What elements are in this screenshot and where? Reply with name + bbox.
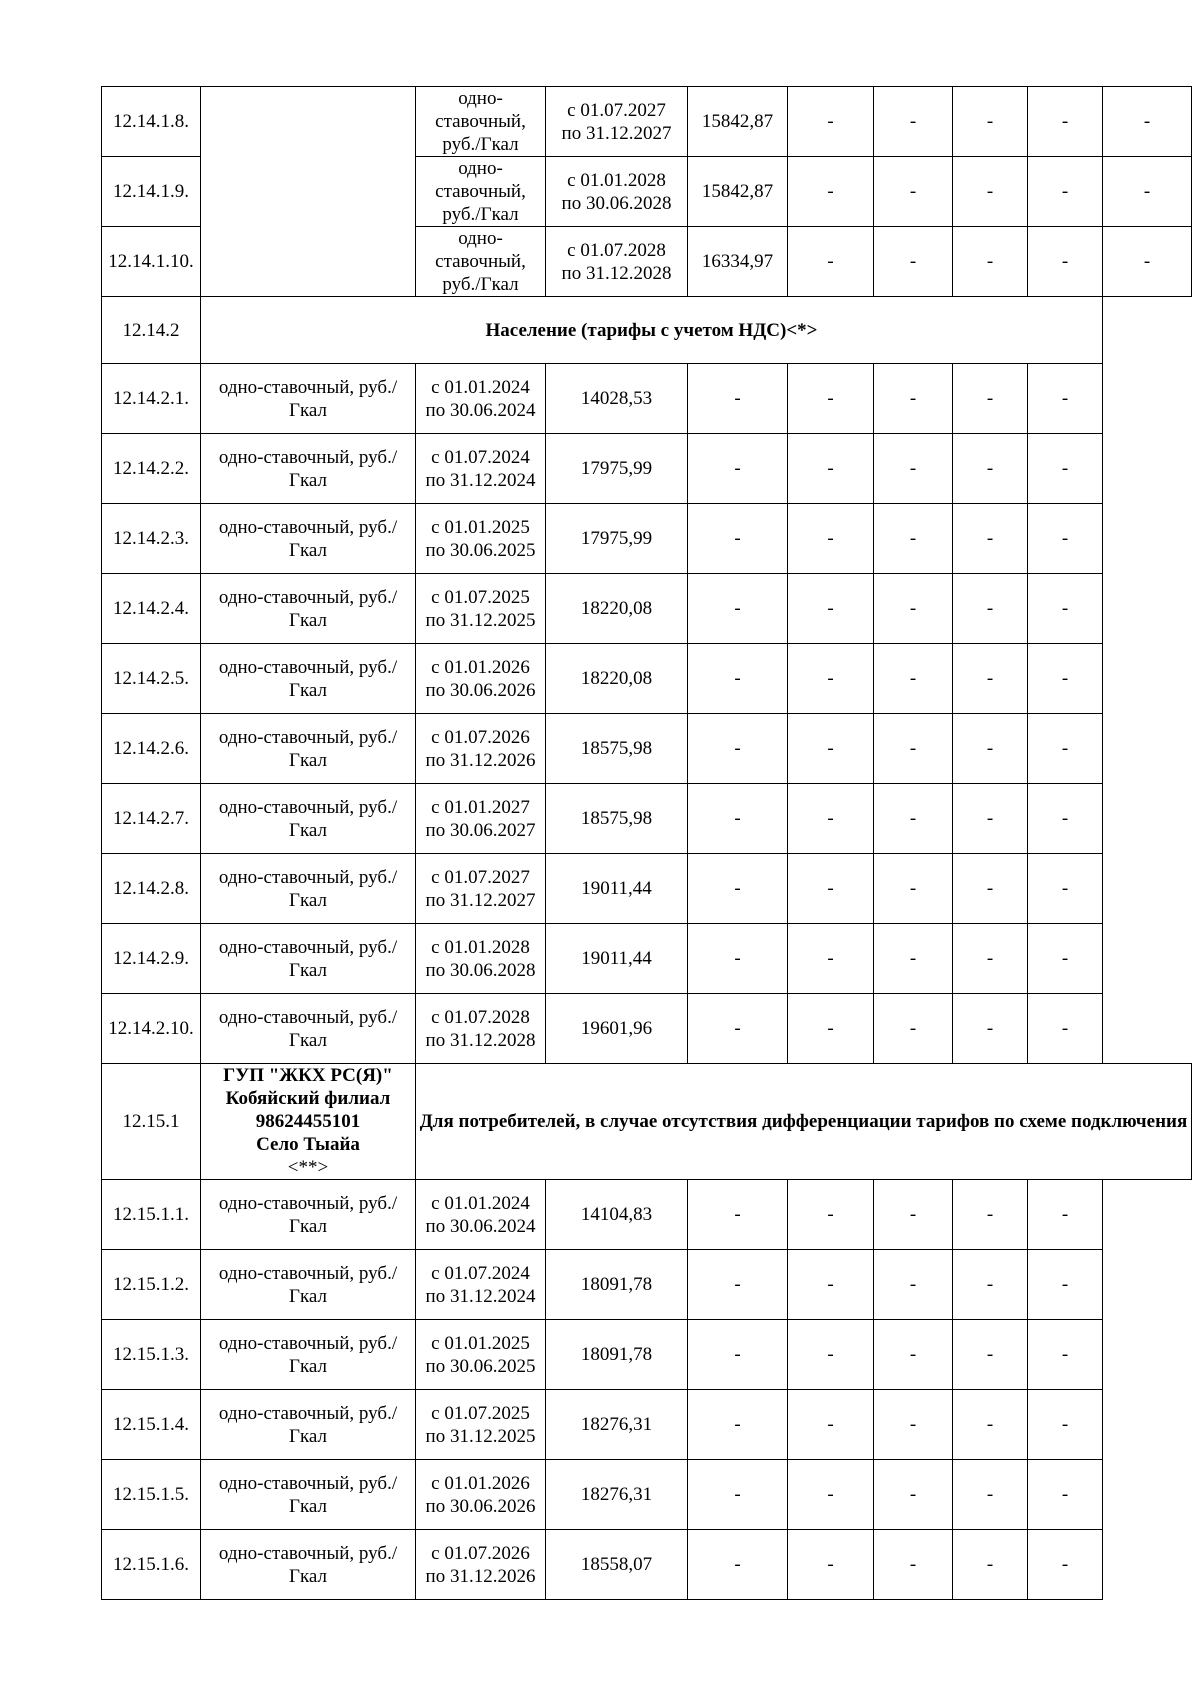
- period-to: по 31.12.2025: [425, 609, 536, 631]
- rate-type: одно-ставочный, руб./Гкал: [201, 434, 416, 504]
- empty-value-dash: -: [1028, 1460, 1103, 1530]
- period-from: с 01.07.2028: [567, 239, 666, 261]
- empty-value-dash: -: [953, 504, 1028, 574]
- empty-value-dash: -: [953, 644, 1028, 714]
- empty-value-dash: -: [953, 784, 1028, 854]
- section-row: [102, 1064, 1192, 1180]
- tariff-value: 17975,99: [546, 504, 688, 574]
- period-from: с 01.07.2025: [431, 1402, 530, 1424]
- period-to: по 30.06.2025: [425, 1355, 536, 1377]
- row-number: 12.15.1.5.: [102, 1460, 201, 1530]
- empty-value-dash: -: [874, 504, 953, 574]
- period-from: с 01.01.2024: [431, 1192, 530, 1214]
- empty-value-dash: -: [788, 994, 874, 1064]
- empty-value-dash: -: [1028, 924, 1103, 994]
- validity-period: [416, 994, 546, 1064]
- period-from: с 01.07.2025: [431, 586, 530, 608]
- period-to: по 31.12.2028: [561, 262, 672, 284]
- row-number: 12.15.1.3.: [102, 1320, 201, 1390]
- group-12-14-1: [102, 87, 1192, 297]
- tariff-row: [102, 87, 1192, 157]
- footnote-mark: <**>: [287, 1157, 329, 1178]
- empty-value-dash: -: [874, 854, 953, 924]
- tariff-value: 18091,78: [546, 1250, 688, 1320]
- empty-value-dash: -: [788, 1250, 874, 1320]
- period-to: по 31.12.2024: [425, 469, 536, 491]
- empty-value-dash: -: [688, 1460, 788, 1530]
- validity-period: [416, 1530, 546, 1600]
- validity-period: [416, 924, 546, 994]
- empty-value-dash: -: [1103, 87, 1192, 157]
- empty-value-dash: -: [953, 1390, 1028, 1460]
- period-from: с 01.01.2027: [431, 796, 530, 818]
- rate-type: одно-ставочный, руб./Гкал: [201, 854, 416, 924]
- empty-value-dash: -: [788, 714, 874, 784]
- empty-value-dash: -: [1028, 157, 1103, 227]
- tariff-value: 17975,99: [546, 434, 688, 504]
- empty-value-dash: -: [1028, 714, 1103, 784]
- tariff-value: 16334,97: [688, 227, 788, 297]
- period-from: с 01.01.2026: [431, 656, 530, 678]
- period-from: с 01.01.2025: [431, 1332, 530, 1354]
- validity-period: [416, 434, 546, 504]
- validity-period: [416, 1180, 546, 1250]
- empty-value-dash: -: [688, 994, 788, 1064]
- tariff-row: [102, 504, 1192, 574]
- period-from: с 01.07.2027: [567, 99, 666, 121]
- period-from: с 01.01.2026: [431, 1472, 530, 1494]
- validity-period: [546, 157, 688, 227]
- period-to: по 30.06.2025: [425, 539, 536, 561]
- empty-value-dash: -: [953, 1530, 1028, 1600]
- tariff-value: 18558,07: [546, 1530, 688, 1600]
- period-from: с 01.07.2026: [431, 726, 530, 748]
- empty-value-dash: -: [953, 994, 1028, 1064]
- empty-value-dash: -: [1028, 784, 1103, 854]
- tariff-value: 18091,78: [546, 1320, 688, 1390]
- row-number: 12.14.2.8.: [102, 854, 201, 924]
- empty-value-dash: -: [874, 87, 953, 157]
- empty-value-dash: -: [688, 924, 788, 994]
- empty-value-dash: -: [788, 227, 874, 297]
- section-number: 12.14.2: [102, 297, 201, 364]
- tariff-row: [102, 574, 1192, 644]
- period-to: по 30.06.2026: [425, 679, 536, 701]
- row-number: 12.14.1.9.: [102, 157, 201, 227]
- rate-type: одно-ставочный, руб./Гкал: [201, 1180, 416, 1250]
- tariff-row: [102, 994, 1192, 1064]
- tariff-row: [102, 784, 1192, 854]
- row-number: 12.14.2.6.: [102, 714, 201, 784]
- validity-period: [416, 364, 546, 434]
- period-from: с 01.07.2027: [431, 866, 530, 888]
- tariff-row: [102, 644, 1192, 714]
- empty-value-dash: -: [788, 1320, 874, 1390]
- tariff-value: 19011,44: [546, 924, 688, 994]
- period-to: по 30.06.2028: [425, 959, 536, 981]
- empty-value-dash: -: [874, 714, 953, 784]
- empty-value-dash: -: [874, 644, 953, 714]
- validity-period: [416, 1250, 546, 1320]
- empty-value-dash: -: [688, 574, 788, 644]
- rate-type: одно-ставочный, руб./Гкал: [201, 504, 416, 574]
- rate-type: одно-ставочный, руб./Гкал: [201, 1530, 416, 1600]
- empty-value-dash: -: [788, 157, 874, 227]
- empty-value-dash: -: [1028, 227, 1103, 297]
- rate-type: одно-ставочный, руб./Гкал: [201, 644, 416, 714]
- empty-value-dash: -: [1028, 574, 1103, 644]
- period-from: с 01.01.2028: [567, 169, 666, 191]
- row-number: 12.14.2.1.: [102, 364, 201, 434]
- empty-value-dash: -: [953, 364, 1028, 434]
- empty-value-dash: -: [688, 1530, 788, 1600]
- period-to: по 31.12.2025: [425, 1425, 536, 1447]
- rate-type: одно-ставочный, руб./Гкал: [201, 1250, 416, 1320]
- empty-value-dash: -: [1103, 227, 1192, 297]
- empty-value-dash: -: [874, 784, 953, 854]
- section-number: 12.15.1: [102, 1064, 201, 1180]
- empty-value-dash: -: [688, 504, 788, 574]
- empty-value-dash: -: [788, 364, 874, 434]
- organization-name: ГУП "ЖКХ РС(Я)": [223, 1065, 393, 1086]
- empty-value-dash: -: [1028, 87, 1103, 157]
- empty-value-dash: -: [788, 574, 874, 644]
- rate-type: одно-ставочный, руб./Гкал: [201, 574, 416, 644]
- empty-value-dash: -: [688, 784, 788, 854]
- empty-value-dash: -: [788, 87, 874, 157]
- empty-value-dash: -: [1028, 644, 1103, 714]
- empty-value-dash: -: [788, 784, 874, 854]
- row-number: 12.15.1.4.: [102, 1390, 201, 1460]
- empty-value-dash: -: [874, 924, 953, 994]
- empty-value-dash: -: [953, 434, 1028, 504]
- validity-period: [416, 574, 546, 644]
- rate-type: одно-ставочный, руб./Гкал: [201, 1320, 416, 1390]
- tariff-value: 15842,87: [688, 87, 788, 157]
- tariff-row: [102, 854, 1192, 924]
- tariff-row: [102, 1320, 1192, 1390]
- tariff-row: [102, 1460, 1192, 1530]
- empty-value-dash: -: [788, 1390, 874, 1460]
- empty-value-dash: -: [874, 1390, 953, 1460]
- period-from: с 01.07.2024: [431, 1262, 530, 1284]
- tariff-value: 14028,53: [546, 364, 688, 434]
- empty-value-dash: -: [688, 714, 788, 784]
- tariff-value: 19011,44: [546, 854, 688, 924]
- empty-value-dash: -: [953, 854, 1028, 924]
- empty-value-dash: -: [788, 644, 874, 714]
- row-number: 12.14.1.10.: [102, 227, 201, 297]
- empty-value-dash: -: [874, 227, 953, 297]
- tariff-row: [102, 1180, 1192, 1250]
- validity-period: [416, 1320, 546, 1390]
- empty-value-dash: -: [788, 1530, 874, 1600]
- row-number: 12.15.1.2.: [102, 1250, 201, 1320]
- group-12-15-1: [102, 1180, 1192, 1600]
- tariff-value: 18276,31: [546, 1390, 688, 1460]
- empty-value-dash: -: [874, 574, 953, 644]
- empty-value-dash: -: [1028, 1180, 1103, 1250]
- rate-type: одно-ставочный, руб./Гкал: [416, 157, 546, 227]
- validity-period: [416, 714, 546, 784]
- period-to: по 30.06.2024: [425, 399, 536, 421]
- validity-period: [416, 504, 546, 574]
- empty-value-dash: -: [1028, 1390, 1103, 1460]
- empty-value-dash: -: [1028, 1320, 1103, 1390]
- rate-type: одно-ставочный, руб./Гкал: [201, 1460, 416, 1530]
- empty-value-dash: -: [788, 854, 874, 924]
- empty-value-dash: -: [1028, 994, 1103, 1064]
- empty-value-dash: -: [788, 1460, 874, 1530]
- organization-location: Село Тыайа: [256, 1134, 360, 1155]
- group-12-14-2: [102, 364, 1192, 1064]
- rate-type: одно-ставочный, руб./Гкал: [201, 364, 416, 434]
- row-number: 12.14.2.2.: [102, 434, 201, 504]
- period-from: с 01.07.2026: [431, 1542, 530, 1564]
- empty-value-dash: -: [688, 364, 788, 434]
- organization-cell: [201, 1064, 416, 1180]
- empty-value-dash: -: [1028, 364, 1103, 434]
- tariff-row: [102, 1530, 1192, 1600]
- validity-period: [416, 1390, 546, 1460]
- empty-value-dash: -: [874, 157, 953, 227]
- empty-value-dash: -: [688, 434, 788, 504]
- empty-value-dash: -: [874, 1530, 953, 1600]
- empty-value-dash: -: [688, 1320, 788, 1390]
- rate-type: одно-ставочный, руб./Гкал: [201, 924, 416, 994]
- row-number: 12.15.1.1.: [102, 1180, 201, 1250]
- validity-period: [416, 644, 546, 714]
- tariff-value: 14104,83: [546, 1180, 688, 1250]
- empty-value-dash: -: [953, 714, 1028, 784]
- tariff-row: [102, 1250, 1192, 1320]
- empty-value-dash: -: [688, 1250, 788, 1320]
- empty-value-dash: -: [788, 1180, 874, 1250]
- period-to: по 30.06.2024: [425, 1215, 536, 1237]
- period-to: по 31.12.2028: [425, 1029, 536, 1051]
- period-to: по 30.06.2027: [425, 819, 536, 841]
- empty-value-dash: -: [688, 1180, 788, 1250]
- row-number: 12.14.1.8.: [102, 87, 201, 157]
- tariff-row: [102, 714, 1192, 784]
- tariff-value: 18220,08: [546, 644, 688, 714]
- section-title: Для потребителей, в случае отсутствия дифференциации тарифов по схеме подключения: [416, 1064, 1192, 1180]
- validity-period: [546, 87, 688, 157]
- organization-cell-continued: [201, 87, 416, 297]
- period-to: по 31.12.2027: [561, 122, 672, 144]
- empty-value-dash: -: [788, 924, 874, 994]
- rate-type: одно-ставочный, руб./Гкал: [201, 1390, 416, 1460]
- period-to: по 30.06.2028: [561, 192, 672, 214]
- period-to: по 31.12.2026: [425, 749, 536, 771]
- rate-type: одно-ставочный, руб./Гкал: [201, 714, 416, 784]
- section-row: [102, 297, 1192, 364]
- tariff-value: 18276,31: [546, 1460, 688, 1530]
- validity-period: [416, 1460, 546, 1530]
- tariff-row: [102, 434, 1192, 504]
- rate-type: одно-ставочный, руб./Гкал: [201, 994, 416, 1064]
- empty-value-dash: -: [874, 1180, 953, 1250]
- rate-type: одно-ставочный, руб./Гкал: [201, 784, 416, 854]
- empty-value-dash: -: [1028, 434, 1103, 504]
- period-from: с 01.01.2028: [431, 936, 530, 958]
- empty-value-dash: -: [953, 1460, 1028, 1530]
- section-12-15-1: [102, 1064, 1192, 1180]
- empty-value-dash: -: [874, 1320, 953, 1390]
- empty-value-dash: -: [953, 227, 1028, 297]
- empty-value-dash: -: [953, 87, 1028, 157]
- empty-value-dash: -: [1103, 157, 1192, 227]
- section-title: Население (тарифы с учетом НДС)<*>: [201, 297, 1103, 364]
- empty-value-dash: -: [1028, 1530, 1103, 1600]
- organization-branch: Кобяйский филиал: [225, 1088, 391, 1109]
- period-to: по 31.12.2026: [425, 1565, 536, 1587]
- row-number: 12.14.2.10.: [102, 994, 201, 1064]
- period-from: с 01.07.2024: [431, 446, 530, 468]
- validity-period: [416, 784, 546, 854]
- tariff-value: 18575,98: [546, 784, 688, 854]
- empty-value-dash: -: [788, 434, 874, 504]
- tariff-table: [101, 86, 1192, 1600]
- row-number: 12.14.2.3.: [102, 504, 201, 574]
- tariff-row: [102, 364, 1192, 434]
- empty-value-dash: -: [953, 924, 1028, 994]
- rate-type: одно-ставочный, руб./Гкал: [416, 87, 546, 157]
- empty-value-dash: -: [688, 854, 788, 924]
- empty-value-dash: -: [953, 157, 1028, 227]
- row-number: 12.14.2.7.: [102, 784, 201, 854]
- period-from: с 01.07.2028: [431, 1006, 530, 1028]
- tariff-row: [102, 1390, 1192, 1460]
- empty-value-dash: -: [953, 1180, 1028, 1250]
- empty-value-dash: -: [953, 1250, 1028, 1320]
- tariff-row: [102, 924, 1192, 994]
- empty-value-dash: -: [688, 1390, 788, 1460]
- empty-value-dash: -: [874, 1460, 953, 1530]
- row-number: 12.14.2.5.: [102, 644, 201, 714]
- row-number: 12.15.1.6.: [102, 1530, 201, 1600]
- validity-period: [546, 227, 688, 297]
- empty-value-dash: -: [874, 994, 953, 1064]
- period-from: с 01.01.2025: [431, 516, 530, 538]
- empty-value-dash: -: [1028, 504, 1103, 574]
- empty-value-dash: -: [874, 1250, 953, 1320]
- row-number: 12.14.2.4.: [102, 574, 201, 644]
- empty-value-dash: -: [874, 364, 953, 434]
- empty-value-dash: -: [874, 434, 953, 504]
- tariff-value: 18220,08: [546, 574, 688, 644]
- empty-value-dash: -: [953, 1320, 1028, 1390]
- tariff-value: 15842,87: [688, 157, 788, 227]
- section-12-14-2: [102, 297, 1192, 364]
- period-to: по 31.12.2024: [425, 1285, 536, 1307]
- empty-value-dash: -: [688, 644, 788, 714]
- period-from: с 01.01.2024: [431, 376, 530, 398]
- rate-type: одно-ставочный, руб./Гкал: [416, 227, 546, 297]
- row-number: 12.14.2.9.: [102, 924, 201, 994]
- empty-value-dash: -: [1028, 854, 1103, 924]
- period-to: по 30.06.2026: [425, 1495, 536, 1517]
- empty-value-dash: -: [1028, 1250, 1103, 1320]
- tariff-value: 19601,96: [546, 994, 688, 1064]
- period-to: по 31.12.2027: [425, 889, 536, 911]
- tariff-value: 18575,98: [546, 714, 688, 784]
- empty-value-dash: -: [788, 504, 874, 574]
- validity-period: [416, 854, 546, 924]
- organization-code: 98624455101: [255, 1111, 361, 1132]
- empty-value-dash: -: [953, 574, 1028, 644]
